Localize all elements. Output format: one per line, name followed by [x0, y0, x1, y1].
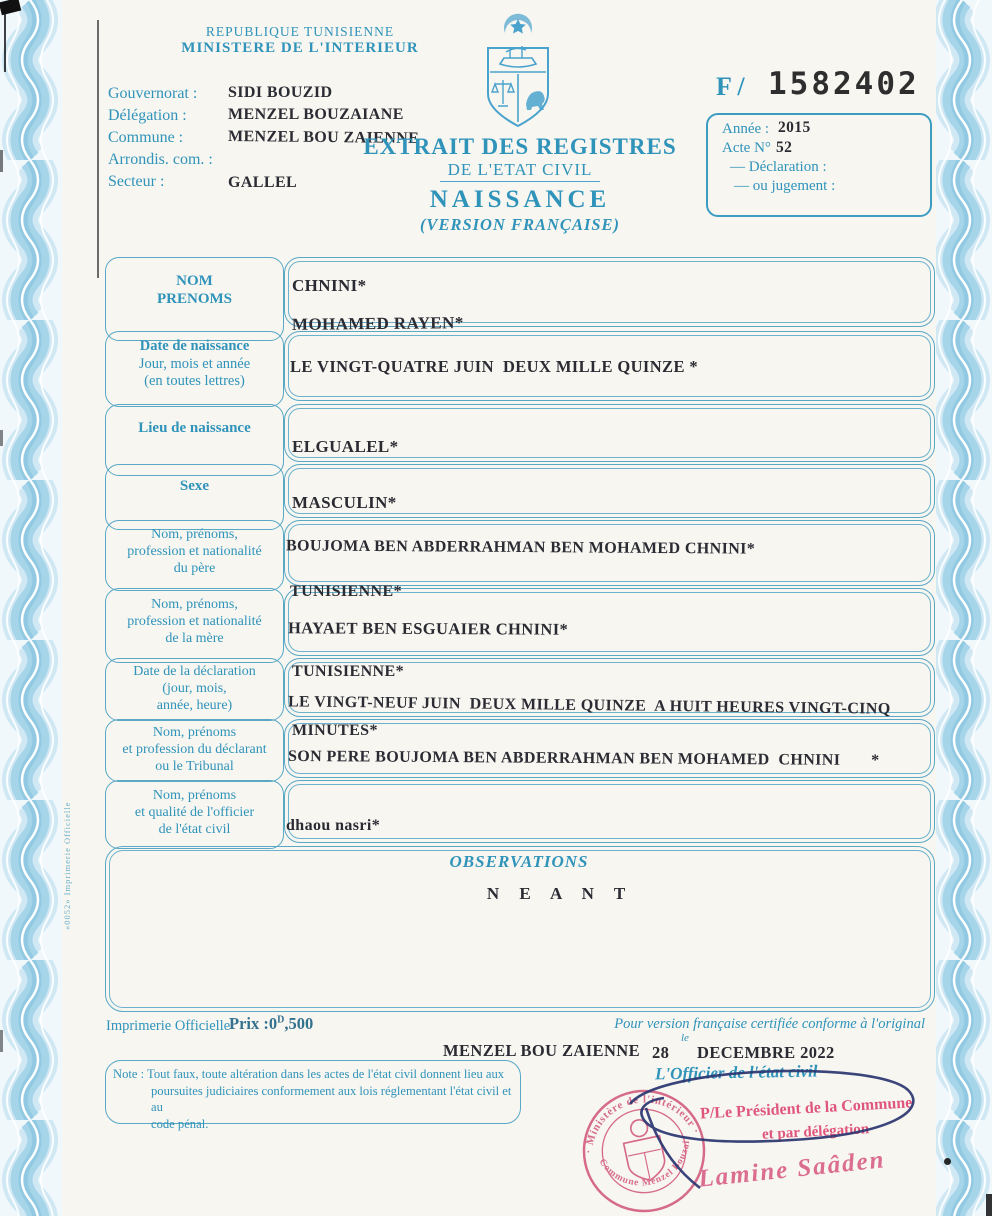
- field-date-naissance-label: [105, 331, 284, 407]
- imprimerie-label: Imprimerie Officielle: [106, 1018, 231, 1034]
- secteur-value: GALLEL: [228, 174, 298, 191]
- label-line: NOM: [176, 273, 213, 289]
- president-delegation-stamp-line1: P/Le Président de la Commune: [699, 1094, 913, 1123]
- gouvernorat-label: Gouvernorat :: [108, 85, 198, 102]
- field-nom-prenoms-label: [105, 257, 284, 341]
- round-stamp-top-text: · Ministère de l'intérieur ·: [582, 1093, 703, 1154]
- annee-value: 2015: [778, 119, 811, 136]
- delegation-value: MENZEL BOUZAIANE: [228, 106, 404, 123]
- prix-sup: D: [277, 1014, 285, 1026]
- note-line: poursuites judiciaires conformement aux lois réglementant l'état civil et au: [151, 1083, 512, 1115]
- guilloche-border-right-icon: [936, 0, 992, 1216]
- field-mere-label: [105, 588, 284, 663]
- label-line: Nom, prénoms: [152, 725, 237, 740]
- note-line: code pénal.: [151, 1116, 209, 1131]
- signatory-name-stamp: Lamine Saâden: [697, 1146, 887, 1193]
- label-line: (en toutes lettres): [144, 373, 245, 390]
- ministry-header: MINISTERE DE L'INTERIEUR: [181, 40, 419, 56]
- label-line: Lieu de naissance: [138, 420, 251, 436]
- field-officier-label: [105, 780, 284, 849]
- president-delegation-stamp-line2: et par délégation: [761, 1121, 870, 1143]
- annee-label: Année :: [722, 121, 770, 137]
- label-line: profession et nationalité: [127, 544, 262, 560]
- gouvernorat-value: SIDI BOUZID: [228, 84, 333, 101]
- field-nom-value: CHNINI*: [292, 276, 367, 295]
- scan-artifact: [0, 1030, 3, 1052]
- declaration-label: — Déclaration :: [730, 159, 827, 175]
- document-title-line1: EXTRAIT DES REGISTRES: [363, 134, 677, 159]
- label-line: Date de la déclaration: [133, 664, 256, 679]
- field-date-declaration-label: [105, 658, 284, 721]
- field-date-declaration-value: LE VINGT-NEUF JUIN DEUX MILLE QUINZE A HUIT HEURES VINGT-CINQ: [287, 693, 891, 718]
- footer-place: MENZEL BOU ZAIENNE: [443, 1041, 640, 1060]
- label-line: (jour, mois,: [162, 681, 227, 697]
- prix-label: [229, 1014, 313, 1034]
- officer-title: L'Officier de l'état civil: [654, 1061, 818, 1084]
- acte-number-value: 52: [776, 139, 793, 156]
- label-line: Nom, prénoms: [152, 788, 237, 803]
- field-sexe-value: MASCULIN*: [292, 493, 397, 512]
- label-line: Sexe: [179, 478, 210, 494]
- label-line: et profession du déclarant: [122, 742, 267, 758]
- tunisia-coat-of-arms-icon: [468, 12, 568, 130]
- side-printer-text: «0052» Imprimerie Officielle: [62, 801, 72, 930]
- field-prenoms-value: MOHAMED RAYEN*: [291, 313, 464, 334]
- guilloche-border-left-icon: [0, 0, 62, 1216]
- footer-date-day: 28: [652, 1043, 670, 1062]
- serial-number: 1582402: [768, 66, 920, 102]
- document-title-line4: (VERSION FRANÇAISE): [419, 215, 621, 234]
- delegation-label: Délégation :: [108, 107, 187, 124]
- jugement-label: — ou jugement :: [734, 178, 836, 194]
- field-declarant-label: [105, 719, 284, 782]
- label-line: de l'état civil: [158, 822, 231, 838]
- field-mere-value: HAYAET BEN ESGUAIER CHNINI*: [287, 618, 569, 639]
- observations-value: N E A N T: [486, 884, 634, 903]
- field-lieu-naissance-value: ELGUALEL*: [292, 437, 399, 456]
- label-line: et qualité de l'officier: [134, 805, 255, 821]
- label-line: de la mère: [165, 631, 224, 647]
- arrondis-label: Arrondis. com. :: [108, 151, 213, 168]
- footer-date-le: [681, 1032, 689, 1052]
- label-line: profession et nationalité: [127, 614, 262, 630]
- scan-artifact: [0, 430, 3, 446]
- note-line: Note : Tout faux, toute altération dans les actes de l'état civil donnent lieu aux: [113, 1067, 505, 1081]
- field-pere-nationalite-value: TUNISIENNE*: [290, 583, 402, 600]
- republic-header: REPUBLIQUE TUNISIENNE: [205, 24, 395, 39]
- field-date-naissance-value: LE VINGT-QUATRE JUIN DEUX MILLE QUINZE *: [290, 357, 699, 376]
- paper-crease: [97, 20, 99, 278]
- field-officier-value: dhaou nasri*: [286, 817, 381, 834]
- field-pere-value: BOUJOMA BEN ABDERRAHMAN BEN MOHAMED CHNINI*: [285, 537, 756, 558]
- observations-title: OBSERVATIONS: [449, 852, 589, 871]
- field-declaration-minutes-value: MINUTES*: [292, 722, 378, 739]
- document-title-line2: [340, 160, 700, 180]
- round-stamp-bottom-text: Commune Menzel Bouzaiene: [550, 1084, 693, 1189]
- footer-date-rest: DECEMBRE 2022: [697, 1043, 835, 1062]
- document-title-line3: NAISSANCE: [429, 186, 611, 213]
- scan-artifact: [4, 14, 6, 72]
- secteur-label: Secteur :: [108, 173, 165, 190]
- prix-suffix: ,500: [284, 1014, 314, 1033]
- label-line: Date de naissance: [139, 338, 250, 354]
- label-line: PRENOMS: [157, 291, 232, 308]
- certification-line: Pour version française certifiée conforme à l'original: [614, 1016, 925, 1032]
- label-line: année, heure): [156, 698, 233, 714]
- serial-prefix: F /: [716, 72, 745, 101]
- legal-note: [113, 1066, 513, 1132]
- field-officier-box: [284, 780, 935, 843]
- label-line: Nom, prénoms,: [151, 597, 238, 612]
- label-line: Jour, mois et année: [138, 355, 251, 372]
- label-line: ou le Tribunal: [155, 759, 234, 775]
- scan-artifact: [0, 150, 3, 172]
- scan-artifact: [986, 1194, 992, 1216]
- field-pere-label: [105, 520, 284, 591]
- officer-signature: [560, 1056, 950, 1216]
- prix-prefix: Prix :0: [229, 1014, 278, 1033]
- field-declarant-value: SON PERE BOUJOMA BEN ABDERRAHMAN BEN MOHAMED CHNINI *: [287, 747, 880, 770]
- footer-date-le-text: le: [681, 1032, 689, 1044]
- document-title-line2-text: DE L'ETAT CIVIL: [440, 160, 601, 182]
- label-line: Nom, prénoms,: [151, 527, 238, 542]
- commune-label: Commune :: [108, 129, 184, 146]
- field-mere-nationalite-value: TUNISIENNE*: [292, 663, 404, 680]
- label-line: du père: [173, 561, 216, 577]
- acte-number-label: Acte N°: [722, 140, 771, 156]
- commune-value: MENZEL BOU ZAIENNE: [227, 127, 420, 148]
